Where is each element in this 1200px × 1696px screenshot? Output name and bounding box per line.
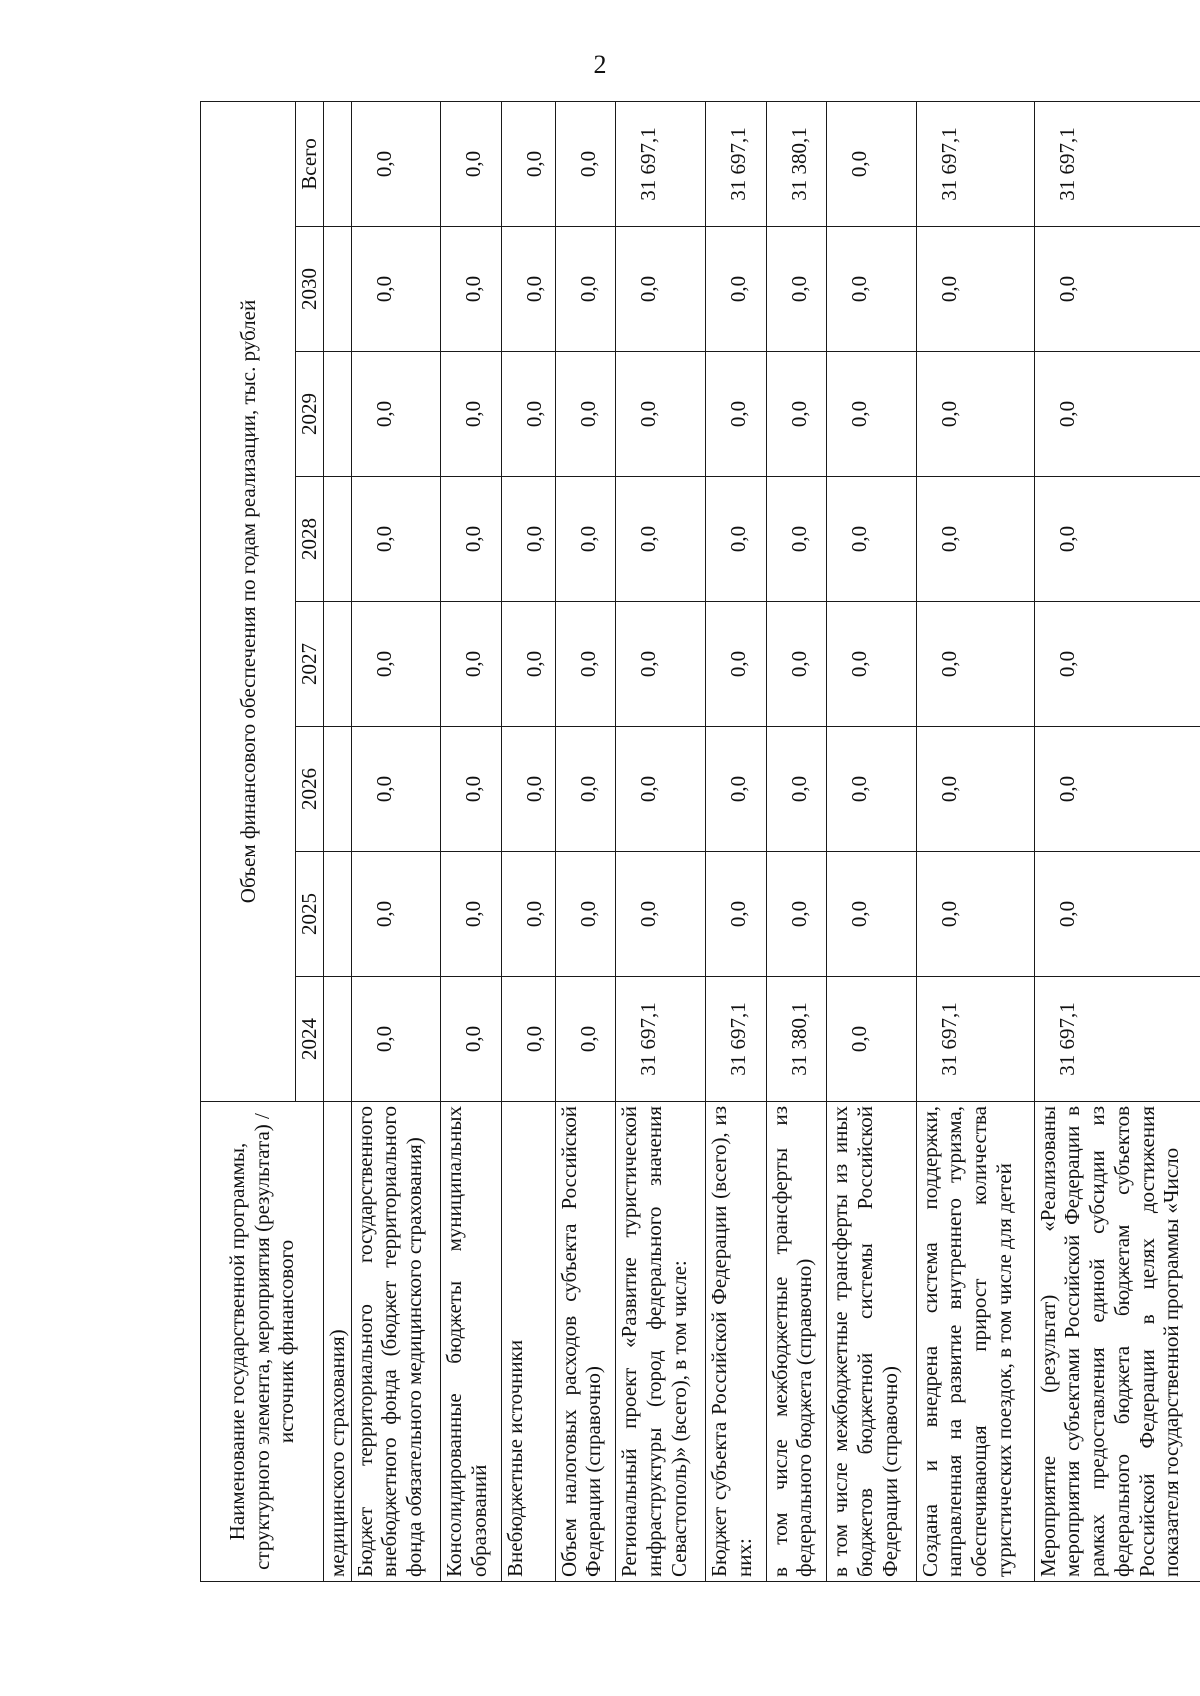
table-row [440, 101, 501, 1581]
value-cell: 0,0 [827, 977, 916, 1102]
row-name: в том числе межбюджетные трансферты из иных бюджетов бюджетной системы Российской Федерации (справочно) [827, 1102, 916, 1582]
table-row [351, 101, 440, 1581]
value-cell: 0,0 [1034, 227, 1200, 352]
value-cell: 0,0 [1034, 727, 1200, 852]
value-cell: 0,0 [440, 602, 501, 727]
value-cell: 0,0 [616, 352, 705, 477]
value-cell: 0,0 [705, 477, 766, 602]
value-cell: 0,0 [440, 477, 501, 602]
total-cell: 31 380,1 [766, 101, 827, 226]
table-row [616, 101, 705, 1581]
value-cell: 0,0 [1034, 852, 1200, 977]
value-cell: 0,0 [766, 227, 827, 352]
financing-table [200, 101, 1200, 1582]
value-cell: 0,0 [916, 352, 1034, 477]
row-name: Мероприятие (результат) «Реализованы мероприятия субъектами Российской Федерации в рамках предоставления единой субсидии из федерального бюджета бюджетам субъектов Российской Федерации в целях достижения показателя государственной программы «Число [1034, 1102, 1200, 1582]
value-cell: 0,0 [440, 852, 501, 977]
value-cell: 31 380,1 [766, 977, 827, 1102]
value-cell: 0,0 [916, 602, 1034, 727]
value-cell: 0,0 [351, 727, 440, 852]
row-name: Бюджет территориального государственного внебюджетного фонда (бюджет территориального фонда обязательного медицинского страхования) [351, 1102, 440, 1582]
header-volume: Объем финансового обеспечения по годам реализации, тыс. рублей [201, 101, 296, 1101]
value-cell: 0,0 [827, 727, 916, 852]
value-cell: 0,0 [705, 602, 766, 727]
value-cell: 0,0 [766, 602, 827, 727]
total-cell: 0,0 [827, 101, 916, 226]
value-cell: 0,0 [351, 352, 440, 477]
value-cell: 0,0 [351, 977, 440, 1102]
value-cell: 0,0 [351, 602, 440, 727]
page-number: 2 [593, 50, 607, 79]
total-cell: 0,0 [351, 101, 440, 226]
value-cell: 31 697,1 [916, 977, 1034, 1102]
value-cell: 0,0 [501, 352, 555, 477]
table-row [705, 101, 766, 1581]
value-cell: 0,0 [555, 352, 616, 477]
value-cell: 0,0 [440, 352, 501, 477]
table-row-continuation [323, 101, 351, 1581]
table-row [916, 101, 1034, 1581]
value-cell: 0,0 [501, 727, 555, 852]
value-cell: 0,0 [351, 852, 440, 977]
value-cell: 31 697,1 [616, 977, 705, 1102]
value-cell: 0,0 [501, 227, 555, 352]
total-cell: 31 697,1 [1034, 101, 1200, 226]
value-cell: 0,0 [555, 227, 616, 352]
value-cell: 0,0 [916, 227, 1034, 352]
value-cell: 31 697,1 [705, 977, 766, 1102]
year-header: 2029 [296, 352, 324, 477]
value-cell: 0,0 [501, 852, 555, 977]
value-cell: 0,0 [616, 477, 705, 602]
value-cell: 0,0 [616, 227, 705, 352]
value-cell: 0,0 [705, 852, 766, 977]
total-cell: 31 697,1 [705, 101, 766, 226]
value-cell: 0,0 [501, 602, 555, 727]
value-cell: 0,0 [555, 477, 616, 602]
table-row [827, 101, 916, 1581]
year-header: 2025 [296, 852, 324, 977]
year-header: 2028 [296, 477, 324, 602]
value-cell: 0,0 [1034, 352, 1200, 477]
value-cell: 0,0 [766, 852, 827, 977]
value-cell: 0,0 [916, 477, 1034, 602]
value-cell: 0,0 [616, 727, 705, 852]
row-name: Региональный проект «Развитие туристической инфраструктуры (город федерального значения Севастополь)» (всего), в том числе: [616, 1102, 705, 1582]
value-cell: 0,0 [705, 352, 766, 477]
value-cell: 0,0 [827, 602, 916, 727]
value-cell: 0,0 [1034, 477, 1200, 602]
table-container [200, 102, 1200, 1582]
table-row [501, 101, 555, 1581]
table-row [555, 101, 616, 1581]
year-header: 2030 [296, 227, 324, 352]
value-cell: 0,0 [555, 602, 616, 727]
total-cell: 0,0 [501, 101, 555, 226]
total-cell: 31 697,1 [616, 101, 705, 226]
value-cell: 0,0 [916, 852, 1034, 977]
value-cell: 0,0 [555, 977, 616, 1102]
value-cell: 0,0 [766, 477, 827, 602]
value-cell: 0,0 [827, 227, 916, 352]
value-cell: 0,0 [1034, 602, 1200, 727]
header-name: Наименование государственной программы, структурного элемента, мероприятия (результата) / источник финансового [201, 1102, 324, 1582]
value-cell: 0,0 [616, 602, 705, 727]
year-header: 2024 [296, 977, 324, 1102]
value-cell: 0,0 [827, 352, 916, 477]
row-name: Консолидированные бюджеты муниципальных образований [440, 1102, 501, 1582]
value-cell: 0,0 [440, 227, 501, 352]
total-header: Всего [296, 101, 324, 226]
year-header: 2026 [296, 727, 324, 852]
value-cell: 0,0 [827, 477, 916, 602]
total-cell: 0,0 [555, 101, 616, 226]
value-cell: 0,0 [351, 477, 440, 602]
value-cell: 0,0 [501, 977, 555, 1102]
row-name: Создана и внедрена система поддержки, направленная на развитие внутреннего туризма, обеспечивающая прирост количества туристических поездок, в том числе для детей [916, 1102, 1034, 1582]
year-header: 2027 [296, 602, 324, 727]
value-cell: 0,0 [440, 727, 501, 852]
row-name: Объем налоговых расходов субъекта Российской Федерации (справочно) [555, 1102, 616, 1582]
total-cell: 31 697,1 [916, 101, 1034, 226]
value-cell: 31 697,1 [1034, 977, 1200, 1102]
value-cell: 0,0 [827, 852, 916, 977]
value-cell: 0,0 [766, 727, 827, 852]
row-name: Бюджет субъекта Российской Федерации (всего), из них: [705, 1102, 766, 1582]
value-cell: 0,0 [616, 852, 705, 977]
row-name: медицинского страхования) [323, 1102, 351, 1582]
total-cell: 0,0 [440, 101, 501, 226]
row-name: в том числе межбюджетные трансферты из федерального бюджета (справочно) [766, 1102, 827, 1582]
value-cell: 0,0 [916, 727, 1034, 852]
value-cell: 0,0 [555, 852, 616, 977]
value-cell: 0,0 [705, 227, 766, 352]
table-row [766, 101, 827, 1581]
value-cell: 0,0 [766, 352, 827, 477]
row-name: Внебюджетные источники [501, 1102, 555, 1582]
value-cell: 0,0 [705, 727, 766, 852]
value-cell: 0,0 [555, 727, 616, 852]
table-row [1034, 101, 1200, 1581]
value-cell: 0,0 [501, 477, 555, 602]
value-cell: 0,0 [440, 977, 501, 1102]
value-cell: 0,0 [351, 227, 440, 352]
